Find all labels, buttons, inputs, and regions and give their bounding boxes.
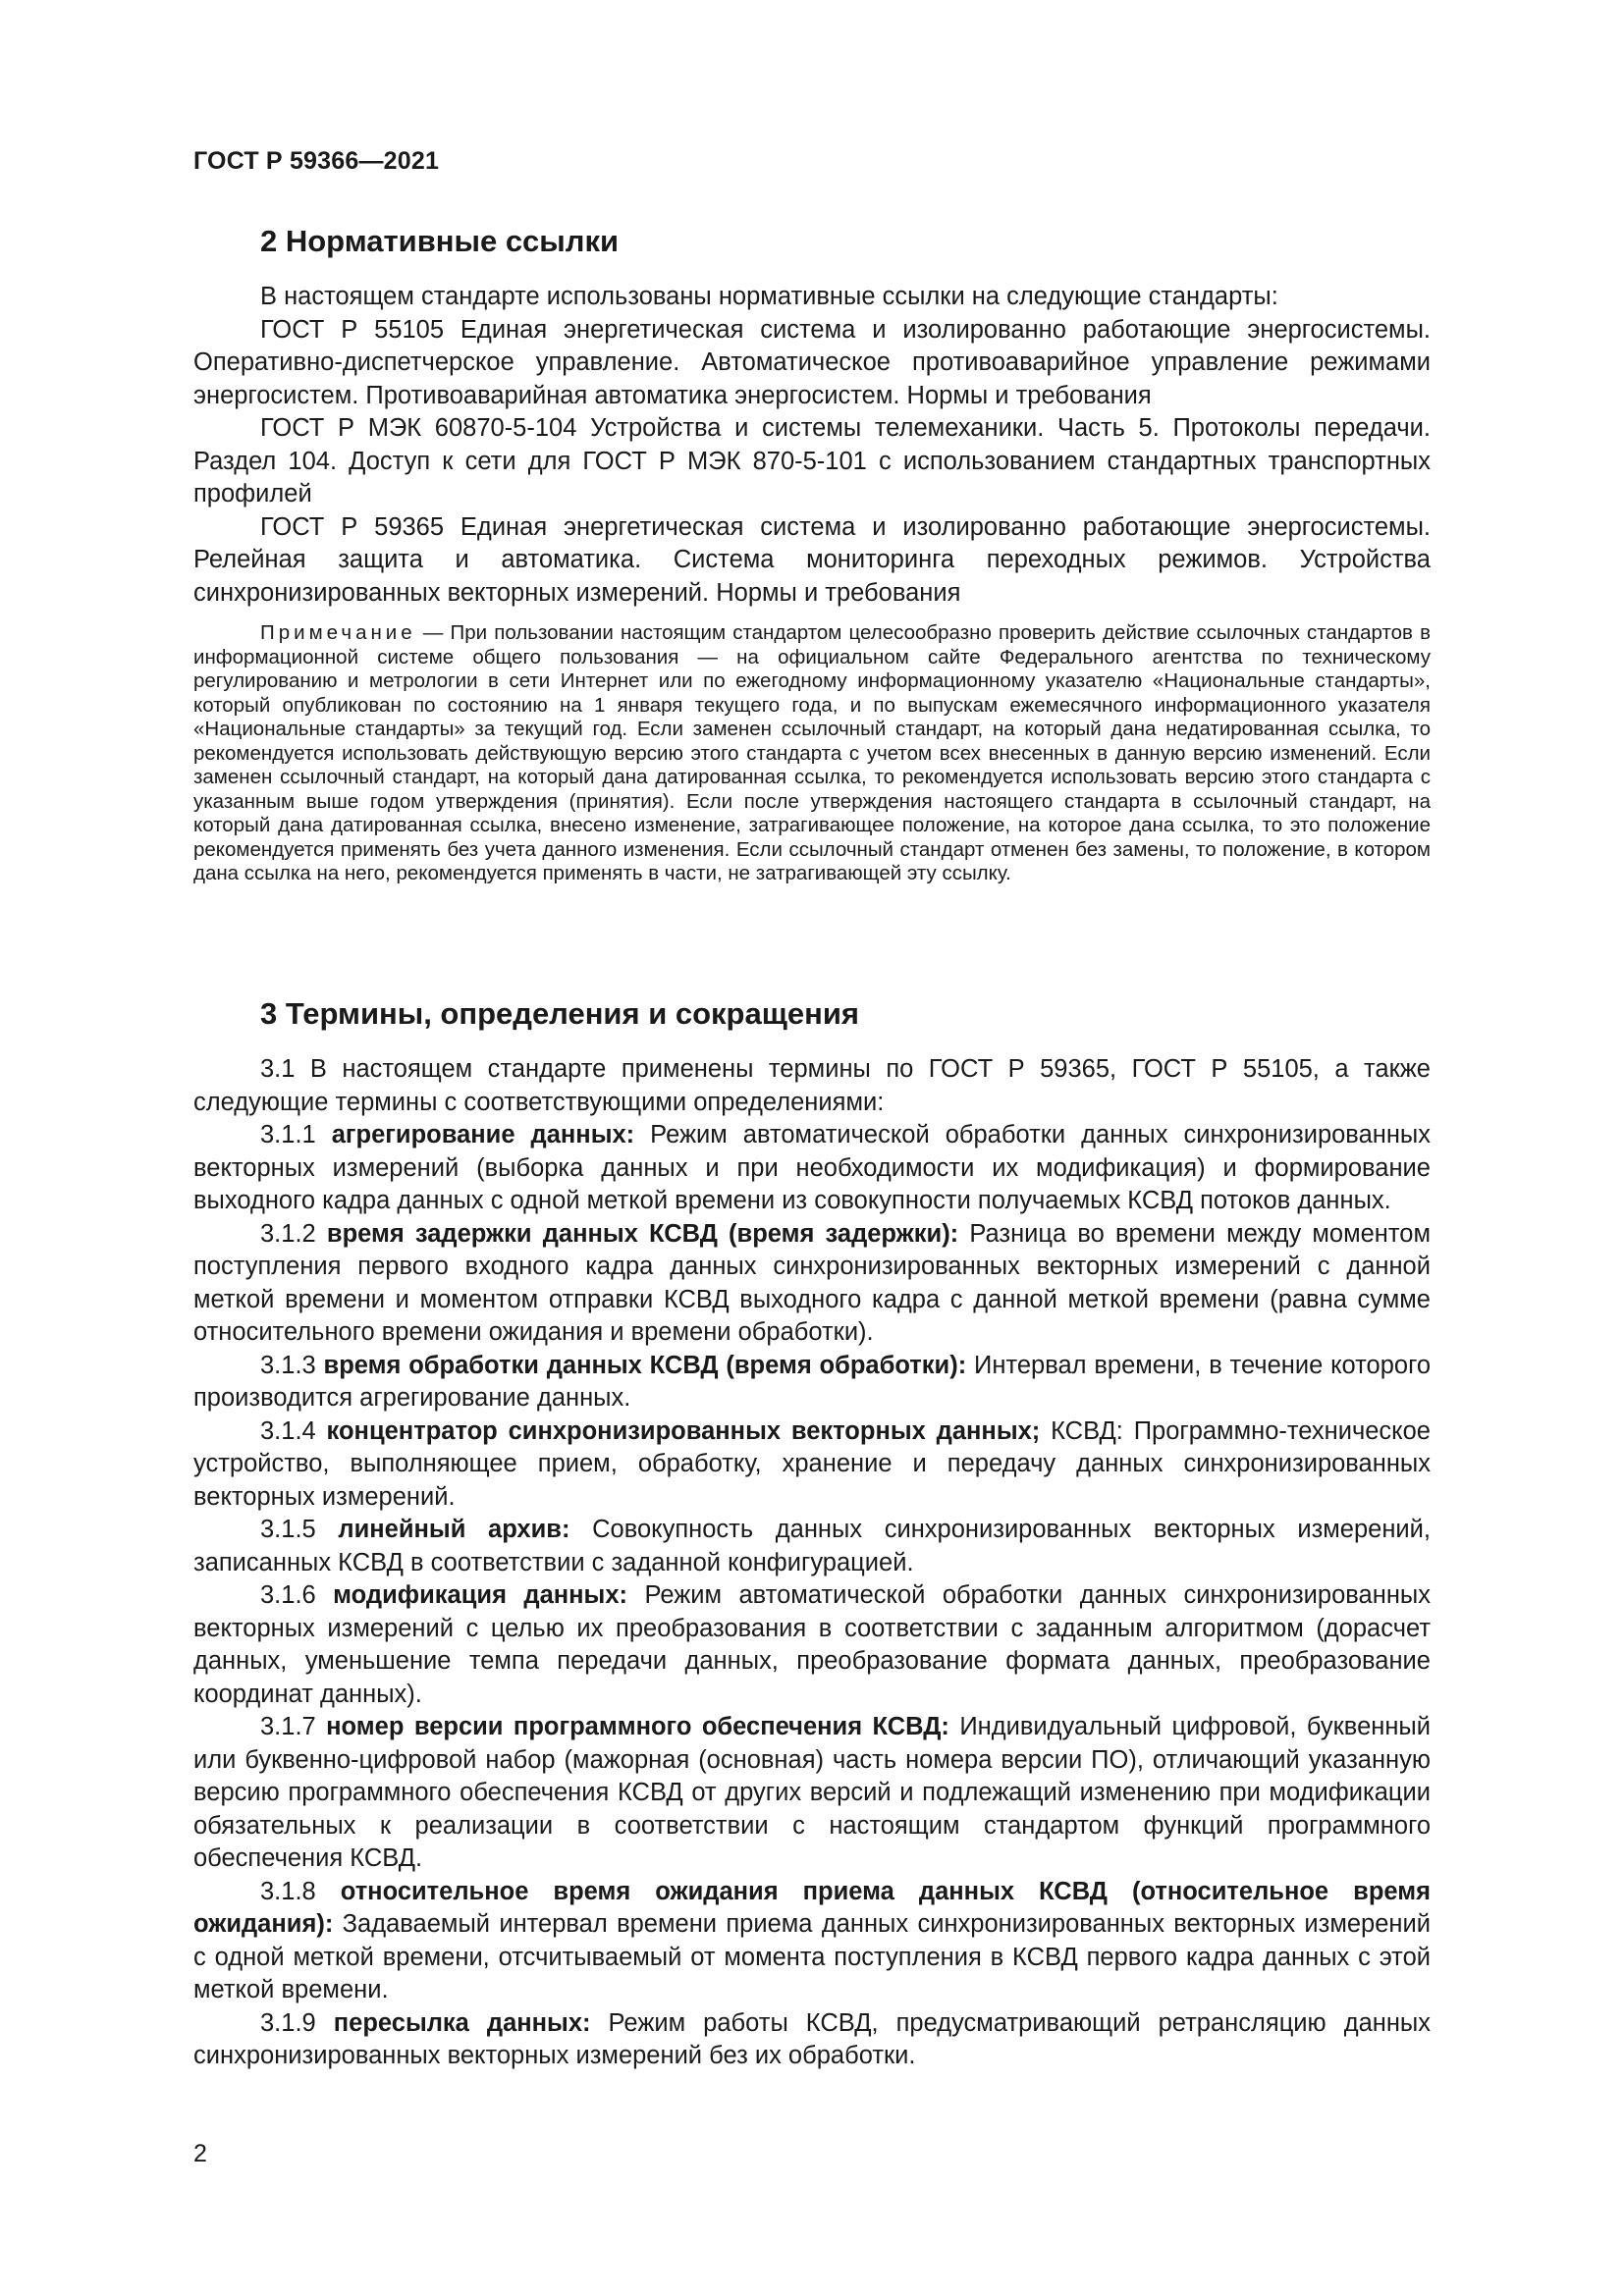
term-entry: 3.1.8 относительное время ожидания приема данных КСВД (относительное время ожидания): Задаваемый интервал времени приема данных синхронизированных векторных измерений с одной меткой времени, отсчитываемый от момента поступления в КСВД первого кадра данных с этой меткой времени. — [193, 1877, 1431, 2003]
term: номер версии программного обеспечения КСВД: — [326, 1713, 949, 1740]
paragraph: ГОСТ Р 55105 Единая энергетическая система и изолированно работающие энергосистемы. Оперативно-диспетчерское управление. Автоматическое противоаварийное управление режимами энергосистем. Противоаварийная автоматика энергосистем. Нормы и требования — [193, 315, 1431, 409]
term-entry: 3.1.3 время обработки данных КСВД (время обработки): Интервал времени, в течение которого производится агрегирование данных. — [193, 1351, 1431, 1412]
term: пересылка данных: — [333, 2008, 591, 2037]
term: концентратор синхронизированных векторных данных; — [326, 1416, 1041, 1445]
section-normative-references — [193, 222, 1431, 886]
document-header: ГОСТ Р 59366—2021 — [193, 147, 440, 175]
definition: Задаваемый интервал времени приема данных синхронизированных векторных измерений с одной меткой времени, отсчитываемый от момента поступления в КСВД первого кадра данных с этой меткой времени. — [193, 1910, 1431, 2003]
definition: Совокупность данных синхронизированных векторных измерений, записанных КСВД в соответствии с заданной конфигурацией. — [193, 1516, 1431, 1576]
term-entry: 3.1.1 агрегирование данных: Режим автоматической обработки данных синхронизированных векторных измерений (выборка данных и при необходимости их модификация) и формирование выходного кадра данных с одной меткой времени из совокупности получаемых КСВД потоков данных. — [193, 1121, 1431, 1214]
term-entry: 3.1.7 номер версии программного обеспечения КСВД: Индивидуальный цифровой, буквенный или буквенно-цифровой набор (мажорная (основная) часть номера версии ПО), отличающий указанную версию программного обеспечения КСВД от других версий и подлежащий изменению при модификации обязательных к реализации в соответствии с настоящим стандартом функций программного обеспечения КСВД. — [193, 1713, 1431, 1872]
definition: Интервал времени, в течение которого производится агрегирование данных. — [193, 1351, 1431, 1412]
paragraph: ГОСТ Р МЭК 60870-5-104 Устройства и системы телемеханики. Часть 5. Протоколы передачи. Раздел 104. Доступ к сети для ГОСТ Р МЭК 870-5-101 с использованием стандартных транспортных профилей — [193, 414, 1431, 507]
term: относительное время ожидания приема данных КСВД (относительное время ожидания): — [193, 1877, 1431, 1938]
term: модификация данных: — [333, 1581, 628, 1609]
section-terms — [193, 994, 1431, 2073]
term: время обработки данных КСВД (время обработки): — [323, 1351, 967, 1379]
term-entry: 3.1.2 время задержки данных КСВД (время задержки): Разница во времени между моментом поступления первого входного кадра данных синхронизированных векторных измерений с данной меткой времени и моментом отправки КСВД выходного кадра с данной меткой времени (равна сумме относительного времени ожидания и времени обработки). — [193, 1219, 1431, 1346]
note — [193, 621, 1431, 886]
paragraph: 3.1 В настоящем стандарте применены термины по ГОСТ Р 59365, ГОСТ Р 55105, а также следующие термины с соответствующими определениями: — [193, 1055, 1431, 1116]
definition: Индивидуальный цифровой, буквенный или буквенно-цифровой набор (мажорная (основная) часть номера версии ПО), отличающий указанную версию программного обеспечения КСВД от других версий и подлежащий изменению при модификации обязательных к реализации в соответствии с настоящим стандартом функций программного обеспечения КСВД. — [193, 1713, 1431, 1872]
note-label: Примечание — [260, 621, 416, 644]
section-title: 3 Термины, определения и сокращения — [260, 996, 859, 1031]
note-text: — При пользовании настоящим стандартом целесообразно проверить действие ссылочных стандартов в информационной системе общего пользования — на официальном сайте Федерального агентства по техническому регулированию и метрологии в сети Интернет или по ежегодному информационному указателю «Национальные стандарты», который опубликован по состоянию на 1 января текущего года, и по выпускам ежемесячного информационного указателя «Национальные стандарты» за текущий год. Если заменен ссылочный стандарт, на который дана недатированная ссылка, то рекомендуется использовать действующую версию этого стандарта с учетом всех внесенных в данную версию изменений. Если заменен ссылочный стандарт, на который дана датированная ссылка, то рекомендуется использовать версию этого стандарта с указанным выше годом утверждения (принятия). Если после утверждения настоящего стандарта в ссылочный стандарт, на который дана датированная ссылка, внесено изменение, затрагивающее положение, на которое дана ссылка, то это положение рекомендуется применять без учета данного изменения. Если ссылочный стандарт отменен без замены, то положение, в котором дана ссылка на него, рекомендуется применять в части, не затрагивающей эту ссылку. — [193, 621, 1431, 884]
definition: Режим автоматической обработки данных синхронизированных векторных измерений с целью их преобразования в соответствии с заданным алгоритмом (дорасчет данных, уменьшение темпа передачи данных, преобразование формата данных, преобразование координат данных). — [193, 1581, 1431, 1708]
term: агрегирование данных: — [331, 1121, 635, 1148]
term-entry: 3.1.4 концентратор синхронизированных векторных данных; КСВД: Программно-техническое устройство, выполняющее прием, обработку, хранение и передачу данных синхронизированных векторных измерений. — [193, 1416, 1431, 1511]
paragraph: ГОСТ Р 59365 Единая энергетическая система и изолированно работающие энергосистемы. Релейная защита и автоматика. Система мониторинга переходных режимов. Устройства синхронизированных векторных измерений. Нормы и требования — [193, 512, 1431, 607]
definition: Разница во времени между моментом поступления первого входного кадра данных синхронизированных векторных измерений с данной меткой времени и моментом отправки КСВД выходного кадра с данной меткой времени (равна сумме относительного времени ожидания и времени обработки). — [193, 1219, 1431, 1346]
paragraph: В настоящем стандарте использованы нормативные ссылки на следующие стандарты: — [260, 283, 1278, 310]
term-entry: 3.1.9 пересылка данных: Режим работы КСВД, предусматривающий ретрансляцию данных синхронизированных векторных измерений без их обработки. — [193, 2008, 1431, 2069]
definition: Режим работы КСВД, предусматривающий ретрансляцию данных синхронизированных векторных измерений без их обработки. — [193, 2008, 1431, 2069]
term: линейный архив: — [338, 1516, 570, 1543]
term: время задержки данных КСВД (время задержки): — [326, 1219, 959, 1248]
section-title: 2 Нормативные ссылки — [260, 224, 620, 258]
term-entry: 3.1.6 модификация данных: Режим автоматической обработки данных синхронизированных векторных измерений с целью их преобразования в соответствии с заданным алгоритмом (дорасчет данных, уменьшение темпа передачи данных, преобразование формата данных, преобразование координат данных). — [193, 1581, 1431, 1708]
page-number: 2 — [193, 2140, 207, 2167]
definition: КСВД: Программно-техническое устройство, выполняющее прием, обработку, хранение и передачу данных синхронизированных векторных измерений. — [193, 1416, 1431, 1511]
term-entry: 3.1.5 линейный архив: Совокупность данных синхронизированных векторных измерений, записанных КСВД в соответствии с заданной конфигурацией. — [193, 1516, 1431, 1576]
definition: Режим автоматической обработки данных синхронизированных векторных измерений (выборка данных и при необходимости их модификация) и формирование выходного кадра данных с одной меткой времени из совокупности получаемых КСВД потоков данных. — [193, 1121, 1431, 1214]
